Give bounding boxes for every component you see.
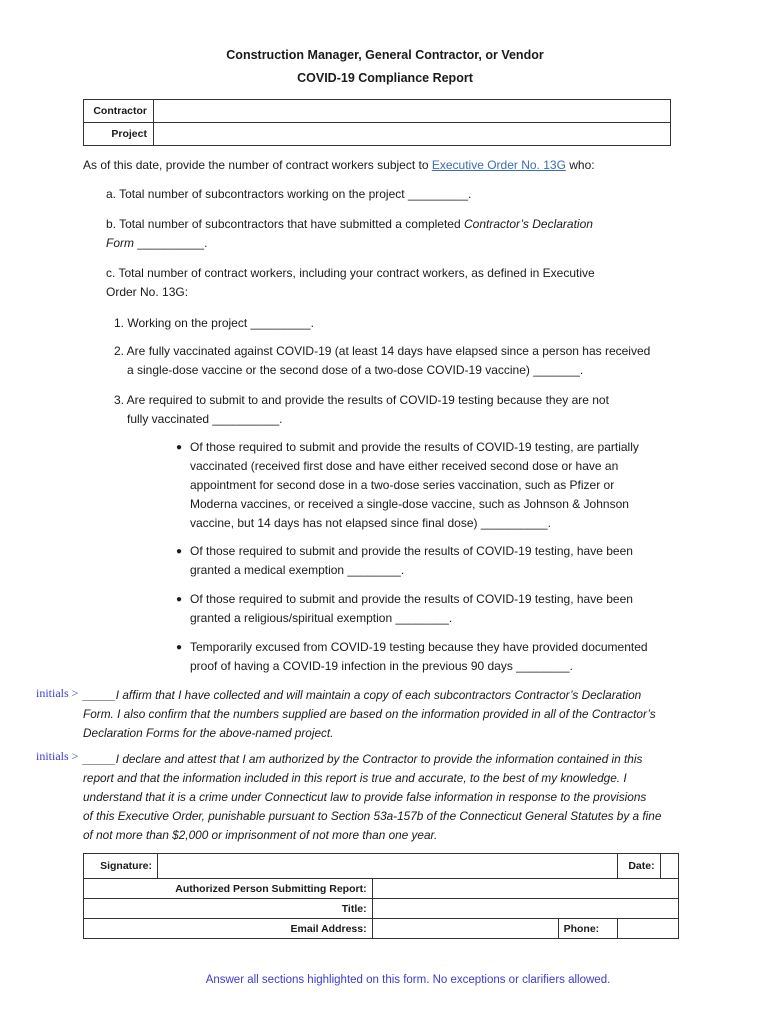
sub-item-3	[114, 391, 609, 429]
project-label: Project	[84, 123, 154, 146]
sub-item-1: 1. Working on the project _________.	[114, 316, 314, 330]
affirmation-line: report and that the information included in this report is true and accurate, to the best of my knowledge. I	[83, 771, 627, 785]
form-title: Construction Manager, General Contractor, or Vendor	[226, 48, 544, 62]
bullet-line: granted a religious/spiritual exemption ________.	[190, 611, 453, 625]
affirmation-2	[83, 750, 661, 845]
item-b-tail: __________.	[134, 236, 208, 250]
date-field[interactable]	[660, 854, 678, 879]
email-field[interactable]	[372, 919, 558, 939]
affirmation-line: _____I affirm that I have collected and will maintain a copy of each subcontractors Contractor’s Declaration	[83, 688, 642, 702]
item-b-text: b. Total number of subcontractors that have submitted a completed	[106, 217, 464, 231]
bullet-icon: ●	[176, 546, 183, 557]
item-b-italic-2: Form	[106, 236, 134, 250]
sub-item-3-line: 3. Are required to submit to and provide the results of COVID-19 testing because they are not	[114, 393, 609, 407]
item-b-italic: Contractor’s Declaration	[463, 217, 593, 231]
signature-label: Signature:	[84, 854, 158, 879]
title-field[interactable]	[372, 899, 678, 919]
sub-item-2-line: a single-dose vaccine or the second dose of a two-dose COVID-19 vaccine) _______.	[127, 363, 584, 377]
item-c-line: c. Total number of contract workers, including your contract workers, as defined in Executive	[106, 266, 595, 280]
affirmation-line: Form. I also confirm that the numbers supplied are based on the information provided in all of the Contractor’s	[83, 707, 656, 721]
signature-table	[83, 853, 679, 939]
intro-prefix: As of this date, provide the number of contract workers subject to	[83, 158, 432, 172]
bullet-item	[176, 542, 633, 580]
bullet-line: Of those required to submit and provide the results of COVID-19 testing, have been	[190, 544, 633, 558]
date-label: Date:	[617, 854, 660, 879]
bullet-icon: ●	[176, 642, 183, 653]
intro-text	[83, 156, 595, 175]
header-table	[83, 99, 671, 146]
authorized-person-label: Authorized Person Submitting Report:	[84, 879, 373, 899]
item-b	[106, 215, 593, 253]
sub-item-2-line: 2. Are fully vaccinated against COVID-19 (at least 14 days have elapsed since a person has received	[114, 344, 651, 358]
item-c-line: Order No. 13G:	[106, 285, 189, 299]
footer-note: Answer all sections highlighted on this form. No exceptions or clarifiers allowed.	[205, 974, 611, 986]
affirmation-line: Declaration Forms for the above-named project.	[83, 726, 334, 740]
phone-field[interactable]	[617, 919, 678, 939]
initials-marker: initials >	[36, 749, 79, 763]
item-a: a. Total number of subcontractors working on the project _________.	[106, 187, 472, 201]
phone-label: Phone:	[558, 919, 617, 939]
bullet-item	[176, 590, 633, 628]
bullet-line: Temporarily excused from COVID-19 testing because they have provided documented	[190, 640, 648, 654]
executive-order-link[interactable]: Executive Order No. 13G	[431, 158, 566, 172]
affirmation-1	[83, 686, 656, 743]
bullet-line: appointment for second dose in a two-dose series vaccination, such as Pfizer or	[190, 478, 615, 492]
authorized-person-field[interactable]	[372, 879, 678, 899]
affirmation-line: of this Executive Order, punishable pursuant to Section 53a-157b of the Connecticut General Statutes by a fine	[83, 809, 662, 823]
project-field[interactable]	[154, 123, 671, 146]
bullet-line: granted a medical exemption ________.	[190, 563, 405, 577]
email-label: Email Address:	[84, 919, 373, 939]
bullet-line: Of those required to submit and provide the results of COVID-19 testing, are partially	[190, 440, 639, 454]
signature-field[interactable]	[158, 854, 618, 879]
bullet-line: proof of having a COVID-19 infection in the previous 90 days ________.	[190, 659, 573, 673]
title-label: Title:	[84, 899, 373, 919]
bullet-line: Moderna vaccines, or received a single-dose vaccine, such as Johnson & Johnson	[190, 497, 629, 511]
contractor-label: Contractor	[84, 100, 154, 123]
contractor-field[interactable]	[154, 100, 671, 123]
bullet-item	[176, 438, 639, 533]
bullet-item	[176, 638, 648, 676]
item-c	[106, 264, 595, 302]
affirmation-line: understand that it is a crime under Connecticut law to provide false information in response to the provisions	[83, 790, 647, 804]
bullet-icon: ●	[176, 442, 183, 453]
bullet-icon: ●	[176, 594, 183, 605]
bullet-line: Of those required to submit and provide the results of COVID-19 testing, have been	[190, 592, 633, 606]
bullet-line: vaccinated (received first dose and have either received second dose or have an	[190, 459, 619, 473]
intro-suffix: who:	[565, 158, 595, 172]
bullet-line: vaccine, but 14 days has not elapsed since final dose) __________.	[190, 516, 551, 530]
form-subtitle: COVID-19 Compliance Report	[297, 71, 473, 85]
affirmation-line: of not more than $2,000 or imprisonment of not more than one year.	[83, 828, 438, 842]
initials-marker: initials >	[36, 686, 79, 700]
sub-item-3-line: fully vaccinated __________.	[127, 412, 283, 426]
affirmation-line: _____I declare and attest that I am authorized by the Contractor to provide the information contained in this	[83, 752, 643, 766]
sub-item-2	[114, 342, 650, 380]
